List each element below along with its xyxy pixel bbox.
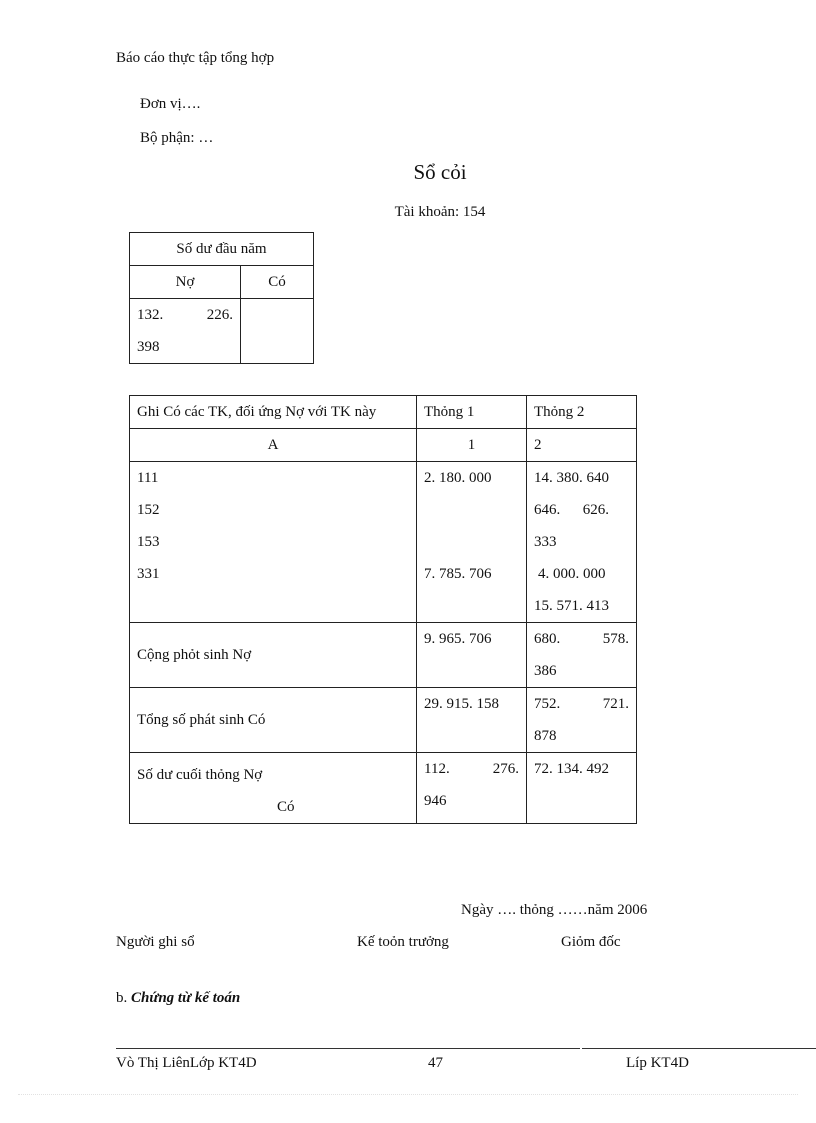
opening-balance-header: Số dư đầu năm bbox=[130, 233, 314, 266]
list-item: 15. 571. 413 bbox=[534, 598, 609, 614]
department-label: Bộ phận: … bbox=[140, 130, 214, 146]
opening-credit-label: Có bbox=[241, 266, 314, 299]
credit-total-m1: 29. 915. 158 bbox=[417, 688, 527, 753]
closing-label: Số dư cuối thỏng Nợ bbox=[137, 767, 263, 783]
page-edge-divider bbox=[18, 1094, 798, 1095]
credit-total-label: Tổng số phát sinh Có bbox=[130, 688, 417, 753]
footer-author: Vò Thị LiênLớp KT4D bbox=[116, 1055, 257, 1071]
closing-m1 bbox=[417, 753, 527, 824]
index-2: 2 bbox=[527, 429, 637, 462]
footer-rule-left bbox=[116, 1048, 580, 1049]
ledger-title: Sổ cỏi bbox=[413, 160, 467, 184]
list-item: 152 bbox=[137, 502, 160, 518]
list-item: 7. 785. 706 bbox=[424, 566, 492, 582]
opening-debit-part1: 132. bbox=[137, 307, 164, 323]
month1-values bbox=[417, 462, 527, 623]
debit-total-m1: 9. 965. 706 bbox=[417, 623, 527, 688]
account-label: Tài khoản: 154 bbox=[394, 204, 486, 220]
list-item bbox=[424, 494, 519, 526]
list-item bbox=[424, 590, 519, 622]
debit-total-m2-part1: 680. bbox=[534, 631, 561, 647]
section-heading bbox=[116, 990, 240, 1007]
closing-m1-part3: 946 bbox=[424, 793, 447, 809]
debit-total-m2-part2: 578. bbox=[602, 631, 629, 647]
month2-values bbox=[527, 462, 637, 623]
closing-label-cell bbox=[130, 753, 417, 824]
credit-total-m2-part2: 721. bbox=[602, 696, 629, 712]
list-item: 331 bbox=[137, 566, 160, 582]
signature-director: Giỏm đốc bbox=[561, 934, 621, 950]
opening-debit-part3: 398 bbox=[137, 339, 160, 355]
ledger-table bbox=[129, 395, 637, 824]
index-1: 1 bbox=[417, 429, 527, 462]
debit-total-label: Cộng phỏt sinh Nợ bbox=[130, 623, 417, 688]
closing-m1-part2: 276. bbox=[492, 761, 519, 777]
signature-recorder: Người ghi sổ bbox=[116, 934, 195, 950]
opening-debit-part2: 226. bbox=[206, 307, 233, 323]
credit-total-m2 bbox=[527, 688, 637, 753]
debit-total-m2 bbox=[527, 623, 637, 688]
closing-credit-label: Có bbox=[277, 799, 295, 815]
list-item: 111 bbox=[137, 470, 159, 486]
opening-debit-cell bbox=[130, 299, 241, 364]
opening-balance-table bbox=[129, 232, 314, 364]
list-item: 646. 626. bbox=[534, 502, 609, 518]
index-a: A bbox=[130, 429, 417, 462]
closing-m1-part1: 112. bbox=[424, 761, 450, 777]
list-item: 14. 380. 640 bbox=[534, 470, 609, 486]
list-item bbox=[424, 526, 519, 558]
account-list bbox=[130, 462, 417, 623]
footer-page-number: 47 bbox=[428, 1055, 443, 1071]
date-line: Ngày …. thỏng ……năm 2006 bbox=[461, 902, 648, 918]
opening-credit-value bbox=[241, 299, 314, 364]
footer-rule-right bbox=[582, 1048, 816, 1049]
list-item: 153 bbox=[137, 534, 160, 550]
list-item: 4. 000. 000 bbox=[538, 566, 606, 582]
closing-m2: 72. 134. 492 bbox=[527, 753, 637, 824]
section-title: Chứng từ kế toán bbox=[131, 990, 241, 1006]
footer-class: Líp KT4D bbox=[626, 1055, 689, 1071]
credit-total-m2-part1: 752. bbox=[534, 696, 561, 712]
list-item: 2. 180. 000 bbox=[424, 470, 492, 486]
col-1-header: Thỏng 1 bbox=[417, 396, 527, 429]
section-prefix: b. bbox=[116, 990, 128, 1006]
opening-debit-label: Nợ bbox=[130, 266, 241, 299]
col-a-header: Ghi Có các TK, đối ứng Nợ với TK này bbox=[130, 396, 417, 429]
report-header: Báo cáo thực tập tổng hợp bbox=[116, 50, 275, 66]
signature-chief-accountant: Kế toỏn trưởng bbox=[357, 934, 449, 950]
col-2-header: Thỏng 2 bbox=[527, 396, 637, 429]
unit-label: Đơn vị…. bbox=[140, 96, 201, 112]
list-item: 333 bbox=[534, 534, 557, 550]
credit-total-m2-part3: 878 bbox=[534, 728, 557, 744]
debit-total-m2-part3: 386 bbox=[534, 663, 557, 679]
